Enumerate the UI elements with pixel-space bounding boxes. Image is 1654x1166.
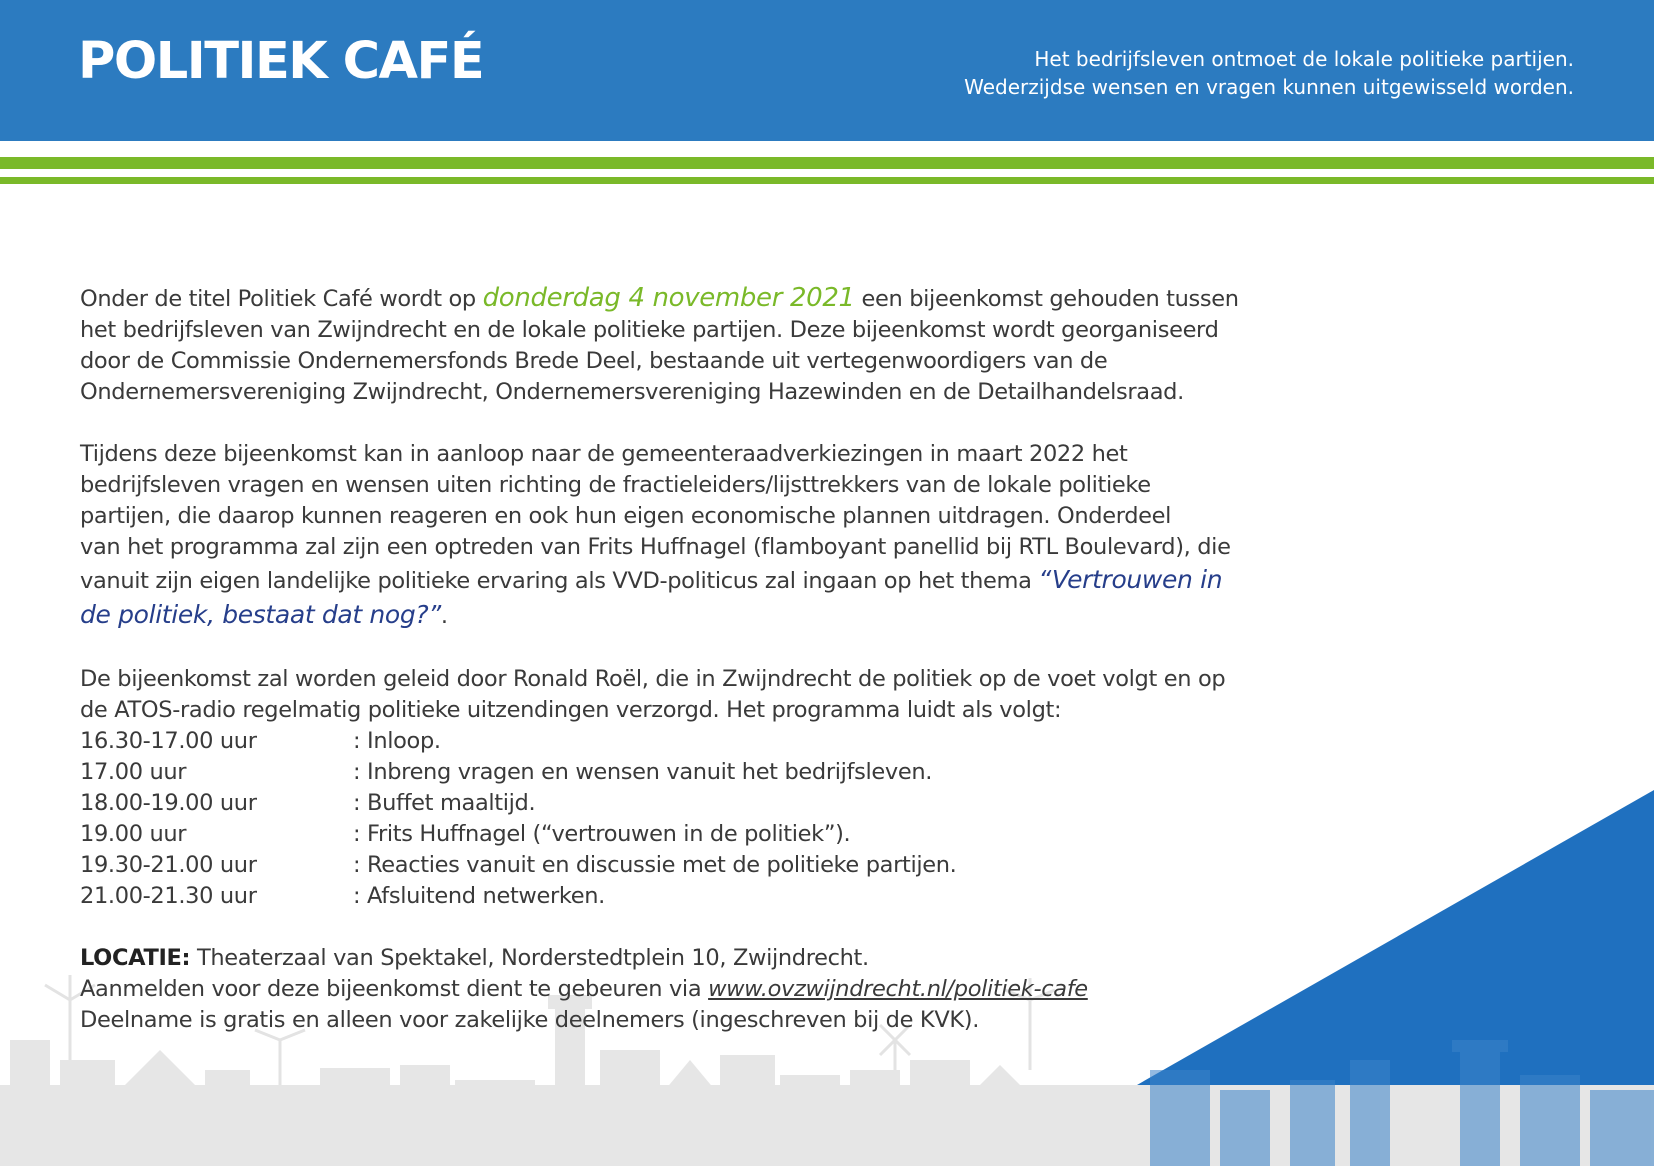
program-activity: : Afsluitend netwerken. — [353, 883, 605, 909]
program-row — [80, 881, 956, 912]
intro-text: een bijeenkomst gehouden tussen — [854, 286, 1239, 312]
program-activity: : Buffet maaltijd. — [353, 790, 536, 816]
program-activity: : Frits Huffnagel (“vertrouwen in de politiek”). — [353, 821, 851, 847]
page-title: POLITIEK CAFÉ — [78, 32, 484, 91]
green-stripe-thin — [0, 177, 1654, 184]
theme-quote-part-1: “Vertrouwen in — [1038, 565, 1223, 594]
program-time: 17.00 uur — [80, 759, 187, 785]
location-label: LOCATIE: — [80, 945, 191, 971]
tagline-line-2: Wederzijdse wensen en vragen kunnen uitgewisseld worden. — [964, 75, 1574, 99]
program-activity: : Inbreng vragen en wensen vanuit het bedrijfsleven. — [353, 759, 933, 785]
desc-text: vanuit zijn eigen landelijke politieke ervaring als VVD-politicus zal ingaan op het thema — [80, 568, 1039, 594]
intro-text: Onder de titel Politiek Café wordt op — [80, 286, 483, 312]
event-date: donderdag 4 november 2021 — [482, 283, 855, 313]
tagline-line-1: Het bedrijfsleven ontmoet de lokale politieke partijen. — [1034, 47, 1574, 71]
signup-line — [80, 974, 1320, 1005]
flyer-body — [80, 283, 1320, 1036]
moderator-line-1: De bijeenkomst zal worden geleid door Ronald Roël, die in Zwijndrecht de politiek op de voet volgt en op — [80, 666, 1226, 692]
moderator-paragraph — [80, 664, 1320, 726]
program-time: 16.30-17.00 uur — [80, 728, 257, 754]
signup-text: Aanmelden voor deze bijeenkomst dient te gebeuren via — [80, 976, 709, 1002]
program-row — [80, 757, 956, 788]
program-row — [80, 788, 956, 819]
program-row — [80, 850, 956, 881]
header-band — [0, 0, 1654, 141]
program-time: 19.30-21.00 uur — [80, 852, 257, 878]
location-text: Theaterzaal van Spektakel, Norderstedtplein 10, Zwijndrecht. — [190, 945, 869, 971]
intro-line-4: Ondernemersvereniging Zwijndrecht, Ondernemersvereniging Hazewinden en de Detailhandelsraad. — [80, 379, 1184, 405]
participation-note: Deelname is gratis en alleen voor zakelijke deelnemers (ingeschreven bij de KVK). — [80, 1007, 979, 1033]
program-activity: : Reacties vanuit en discussie met de politieke partijen. — [353, 852, 957, 878]
program-time: 19.00 uur — [80, 821, 187, 847]
desc-line-3: partijen, die daarop kunnen reageren en ook hun eigen economische plannen uitdragen. Onderdeel — [80, 503, 1172, 529]
location-line — [80, 943, 1320, 974]
desc-line-5 — [80, 563, 1320, 598]
program-activity: : Inloop. — [353, 728, 441, 754]
green-stripe-thick — [0, 157, 1654, 169]
desc-text: . — [440, 603, 448, 629]
tagline — [574, 45, 1574, 101]
program-row — [80, 819, 956, 850]
intro-line-3: door de Commissie Ondernemersfonds Brede Deel, bestaande uit vertegenwoordigers van de — [80, 348, 1108, 374]
program-row — [80, 726, 956, 757]
intro-line-1 — [80, 283, 1320, 315]
program-time: 18.00-19.00 uur — [80, 790, 257, 816]
theme-quote-part-2: de politiek, bestaat dat nog?” — [80, 600, 441, 629]
program-schedule — [80, 726, 956, 912]
desc-line-4: van het programma zal zijn een optreden van Frits Huffnagel (flamboyant panellid bij RTL Boulevard), die — [80, 534, 1231, 560]
program-description-paragraph — [80, 439, 1320, 633]
program-time: 21.00-21.30 uur — [80, 883, 257, 909]
location-block — [80, 943, 1320, 1036]
desc-line-2: bedrijfsleven vragen en wensen uiten richting de fractieleiders/lijsttrekkers van de lokale politieke — [80, 472, 1151, 498]
desc-line-6 — [80, 598, 1320, 633]
desc-line-1: Tijdens deze bijeenkomst kan in aanloop naar de gemeenteraadverkiezingen in maart 2022 het — [80, 441, 1128, 467]
intro-paragraph — [80, 283, 1320, 408]
signup-link[interactable]: www.ovzwijndrecht.nl/politiek-cafe — [708, 976, 1088, 1002]
moderator-line-2: de ATOS-radio regelmatig politieke uitzendingen verzorgd. Het programma luidt als volgt: — [80, 697, 1062, 723]
intro-line-2: het bedrijfsleven van Zwijndrecht en de lokale politieke partijen. Deze bijeenkomst wordt georganiseerd — [80, 317, 1219, 343]
